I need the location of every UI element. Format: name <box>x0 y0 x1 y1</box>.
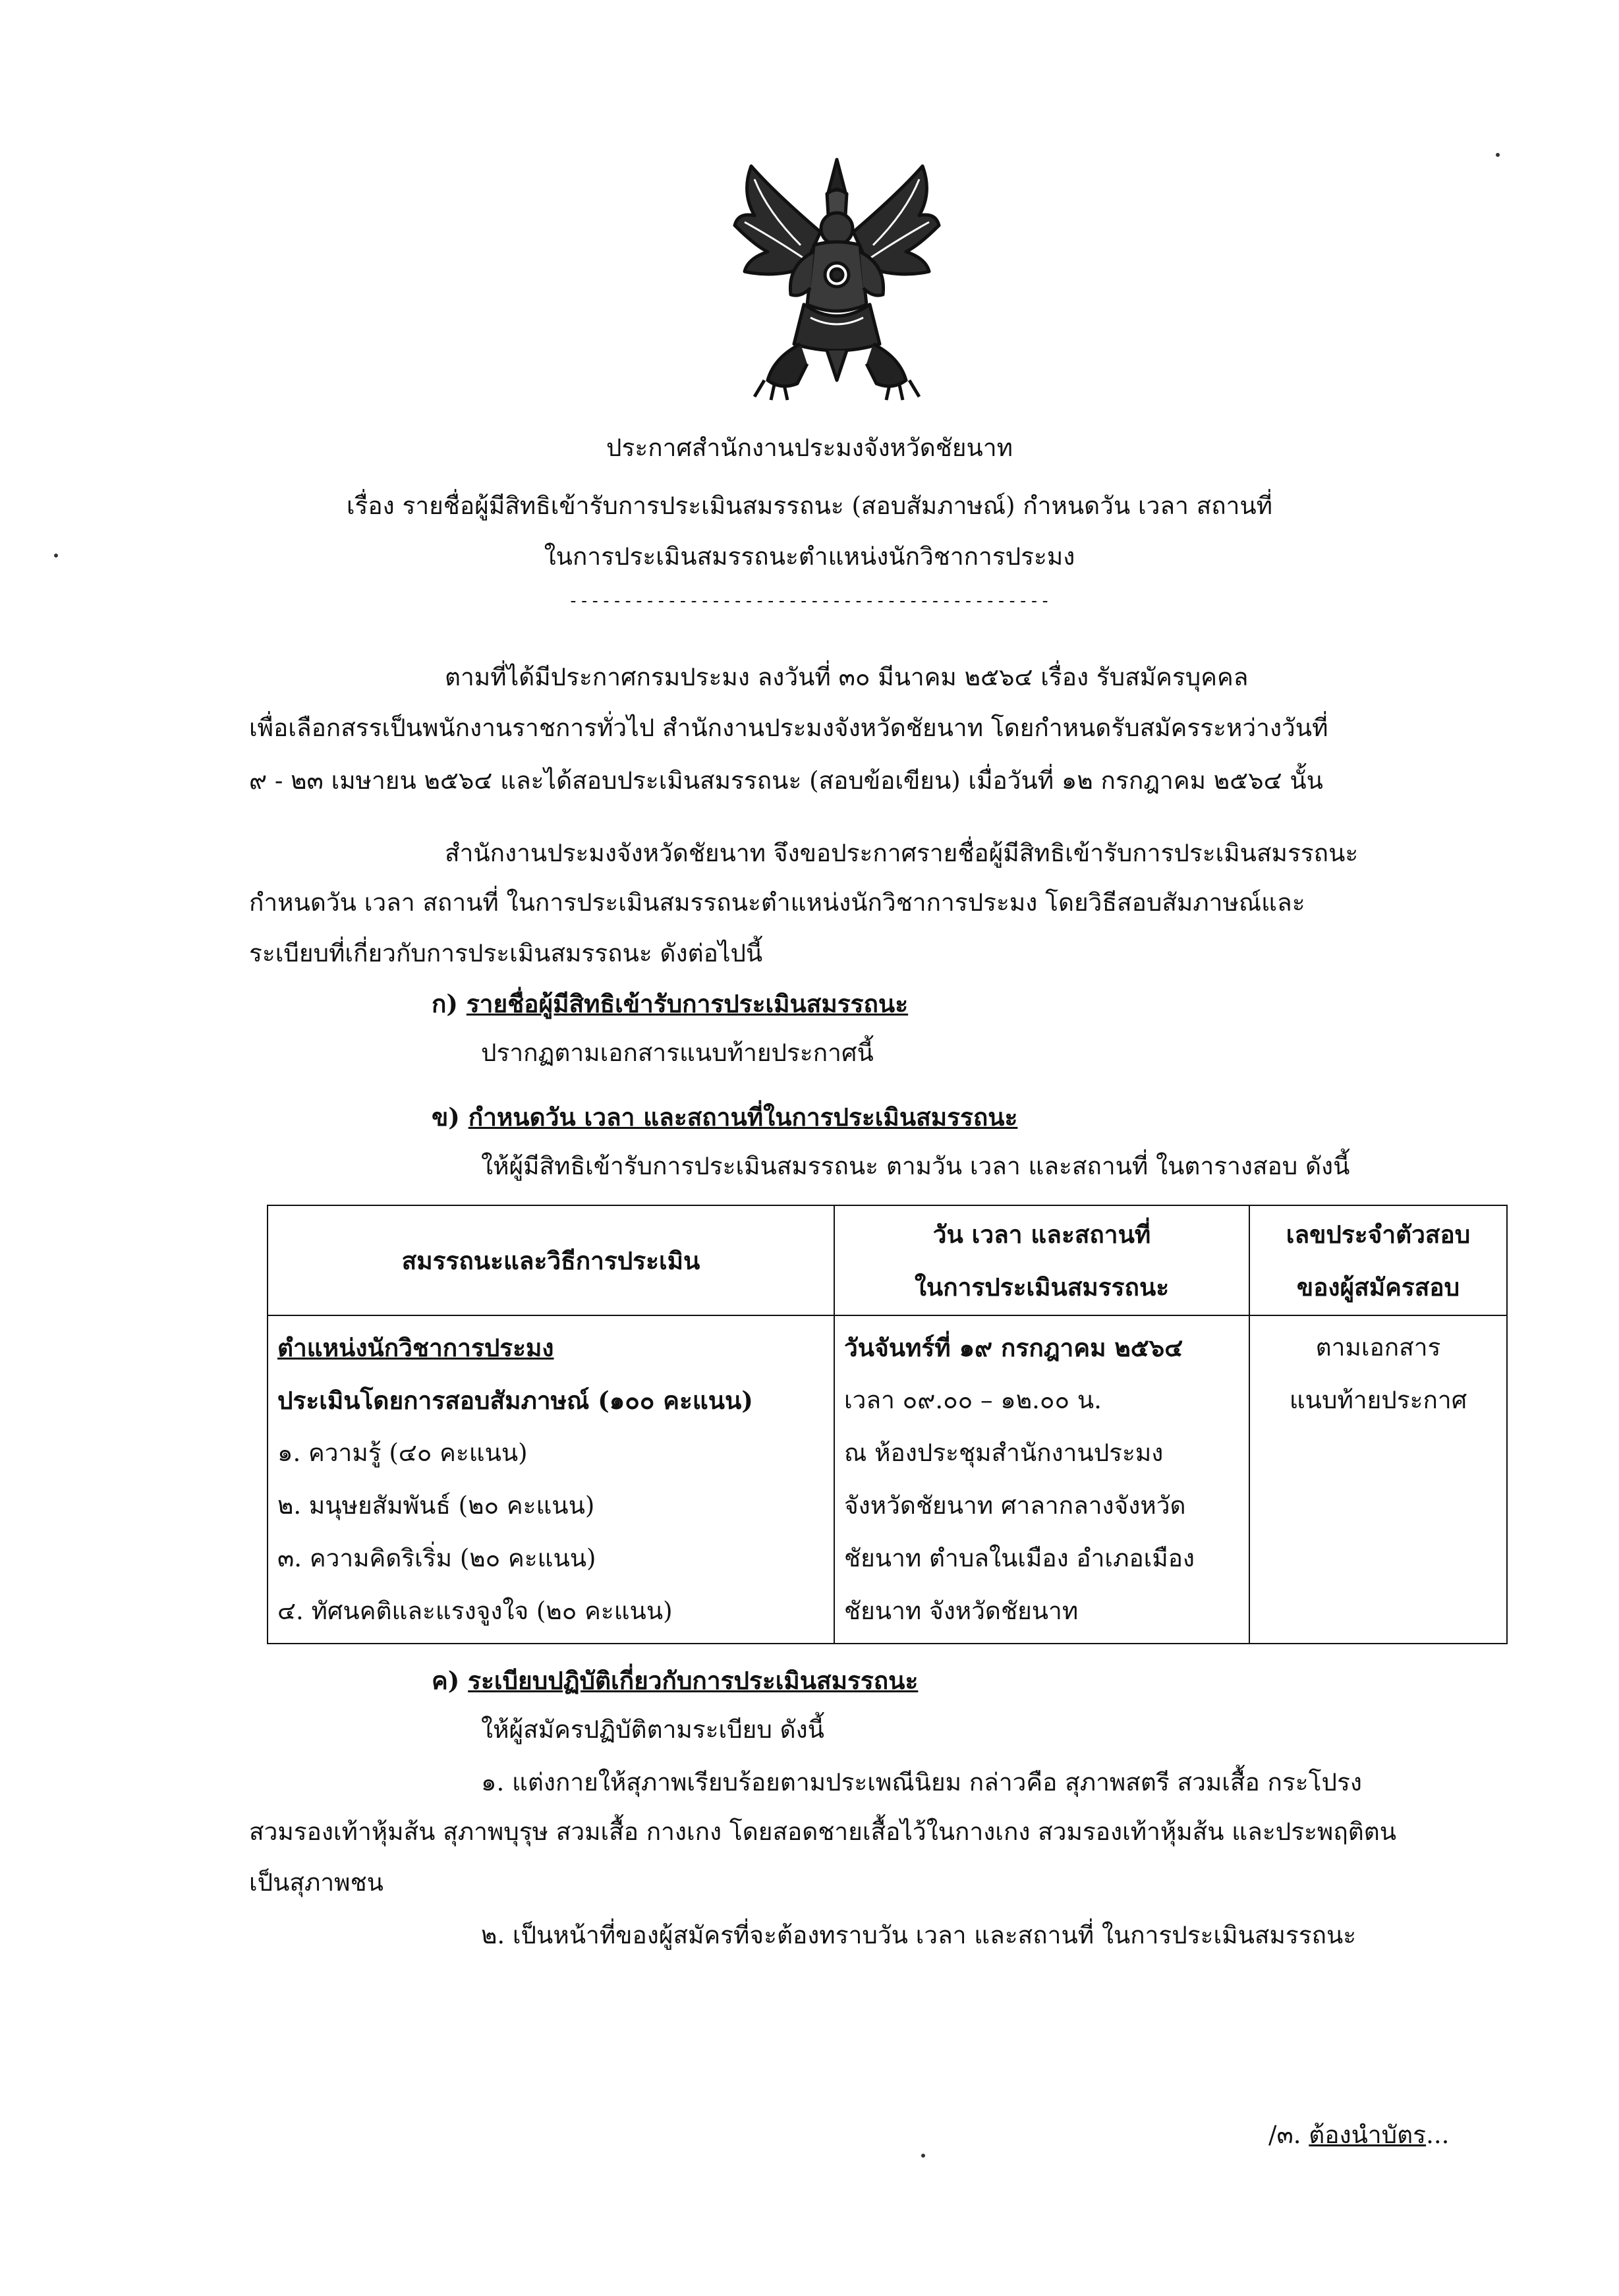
datetime-cell <box>834 1315 1249 1644</box>
para1-line2: เพื่อเลือกสรรเป็นพนักงานราชการทั่วไป สำนักงานประมงจังหวัดชัยนาท โดยกำหนดรับสมัครระหว่างวันที่ <box>249 714 1328 742</box>
exam-location: จังหวัดชัยนาท ศาลากลางจังหวัด <box>844 1491 1186 1520</box>
continuation-ellipsis: ... <box>1426 2121 1450 2149</box>
page-continuation <box>1268 2119 1449 2152</box>
header-datetime <box>834 1205 1249 1315</box>
section-c-marker: ค) <box>432 1666 460 1695</box>
scan-speck <box>54 554 58 558</box>
section-b-title: กำหนดวัน เวลา และสถานที่ในการประเมินสมรรถนะ <box>468 1103 1018 1132</box>
scan-speck <box>1496 153 1500 157</box>
header-exam-id-line1: เลขประจำตัวสอบ <box>1286 1219 1471 1249</box>
criteria-item: ๒. มนุษยสัมพันธ์ (๒๐ คะแนน) <box>277 1491 595 1520</box>
table-row <box>268 1315 1507 1644</box>
header-divider: -------------------------------------------- <box>568 591 1051 611</box>
exam-id-note: แนบท้ายประกาศ <box>1289 1386 1467 1414</box>
header-exam-id-line2: ของผู้สมัครสอบ <box>1296 1272 1460 1302</box>
exam-location: ชัยนาท จังหวัดชัยนาท <box>844 1597 1079 1625</box>
para1-line1: ตามที่ได้มีประกาศกรมประมง ลงวันที่ ๓๐ มีนาคม ๒๕๖๔ เรื่อง รับสมัครบุคคล <box>445 663 1249 691</box>
criteria-item: ๓. ความคิดริเริ่ม (๒๐ คะแนน) <box>277 1544 596 1572</box>
section-b-heading <box>432 1101 1017 1134</box>
section-c-heading <box>432 1664 918 1697</box>
scan-speck <box>921 2154 925 2158</box>
header-datetime-line1: วัน เวลา และสถานที่ <box>932 1219 1151 1249</box>
criteria-item: ๔. ทัศนคติและแรงจูงใจ (๒๐ คะแนน) <box>277 1597 673 1625</box>
section-b-marker: ข) <box>432 1103 460 1132</box>
exam-location: ชัยนาท ตำบลในเมือง อำเภอเมือง <box>844 1544 1195 1572</box>
section-a-title: รายชื่อผู้มีสิทธิเข้ารับการประเมินสมรรถนะ <box>466 989 909 1018</box>
header-competency-line: สมรรถนะและวิธีการประเมิน <box>401 1246 700 1275</box>
criteria-item: ๑. ความรู้ (๔๐ คะแนน) <box>277 1439 528 1467</box>
schedule-table <box>267 1205 1508 1644</box>
para2-line3: ระเบียบที่เกี่ยวกับการประเมินสมรรถนะ ดังต่อไปนี้ <box>249 939 763 967</box>
para2-line2: กำหนดวัน เวลา สถานที่ ในการประเมินสมรรถนะตำแหน่งนักวิชาการประมง โดยวิธีสอบสัมภาษณ์และ <box>249 888 1305 917</box>
exam-id-note: ตามเอกสาร <box>1315 1333 1441 1362</box>
assessment-method: ประเมินโดยการสอบสัมภาษณ์ (๑๐๐ คะแนน) <box>277 1386 753 1415</box>
exam-location: ณ ห้องประชุมสำนักงานประมง <box>844 1439 1164 1467</box>
section-c-title: ระเบียบปฏิบัติเกี่ยวกับการประเมินสมรรถนะ <box>468 1666 919 1695</box>
continuation-prefix: /๓. <box>1268 2121 1309 2149</box>
section-c-body: ให้ผู้สมัครปฏิบัติตามระเบียบ ดังนี้ <box>481 1715 824 1744</box>
para2-line1: สำนักงานประมงจังหวัดชัยนาท จึงขอประกาศรายชื่อผู้มีสิทธิเข้ารับการประเมินสมรรถนะ <box>445 839 1359 867</box>
header-datetime-line2: ในการประเมินสมรรถนะ <box>914 1272 1170 1302</box>
rule-item-2: ๒. เป็นหน้าที่ของผู้สมัครที่จะต้องทราบวัน เวลา และสถานที่ ในการประเมินสมรรถนะ <box>481 1921 1357 1949</box>
section-a-heading <box>432 987 908 1020</box>
exam-date: วันจันทร์ที่ ๑๙ กรกฎาคม ๒๕๖๔ <box>844 1333 1183 1362</box>
continuation-link-text: ต้องนำบัตร <box>1309 2121 1427 2149</box>
competency-cell <box>268 1315 834 1644</box>
header-competency <box>268 1205 834 1315</box>
position-title: ตำแหน่งนักวิชาการประมง <box>277 1333 554 1362</box>
para1-line3: ๙ - ๒๓ เมษายน ๒๕๖๔ และได้สอบประเมินสมรรถนะ (สอบข้อเขียน) เมื่อวันที่ ๑๒ กรกฎาคม ๒๕๖๔ นั้น <box>249 766 1323 795</box>
rule-item-1-line1: ๑. แต่งกายให้สุภาพเรียบร้อยตามประเพณีนิยม กล่าวคือ สุภาพสตรี สวมเสื้อ กระโปรง <box>481 1768 1362 1796</box>
section-a-body: ปรากฏตามเอกสารแนบท้ายประกาศนี้ <box>481 1039 874 1067</box>
table-header-row <box>268 1205 1507 1315</box>
announcement-subject-cont: ในการประเมินสมรรถนะตำแหน่งนักวิชาการประมง <box>544 542 1075 571</box>
announcement-title: ประกาศสำนักงานประมงจังหวัดชัยนาท <box>606 434 1013 462</box>
header-exam-id <box>1249 1205 1507 1315</box>
exam-time: เวลา ๐๙.๐๐ – ๑๒.๐๐ น. <box>844 1386 1102 1414</box>
announcement-subject: เรื่อง รายชื่อผู้มีสิทธิเข้ารับการประเมินสมรรถนะ (สอบสัมภาษณ์) กำหนดวัน เวลา สถานที่ <box>346 492 1273 520</box>
section-b-body: ให้ผู้มีสิทธิเข้ารับการประเมินสมรรถนะ ตามวัน เวลา และสถานที่ ในตารางสอบ ดังนี้ <box>481 1152 1350 1180</box>
garuda-emblem-icon <box>728 153 946 403</box>
rule-item-1-line3: เป็นสุภาพชน <box>249 1868 383 1897</box>
rule-item-1-line2: สวมรองเท้าหุ้มส้น สุภาพบุรุษ สวมเสื้อ กางเกง โดยสอดชายเสื้อไว้ในกางเกง สวมรองเท้าหุ้มส้น และประพฤติตน <box>249 1818 1397 1846</box>
exam-id-cell <box>1249 1315 1507 1644</box>
section-a-marker: ก) <box>432 989 458 1018</box>
